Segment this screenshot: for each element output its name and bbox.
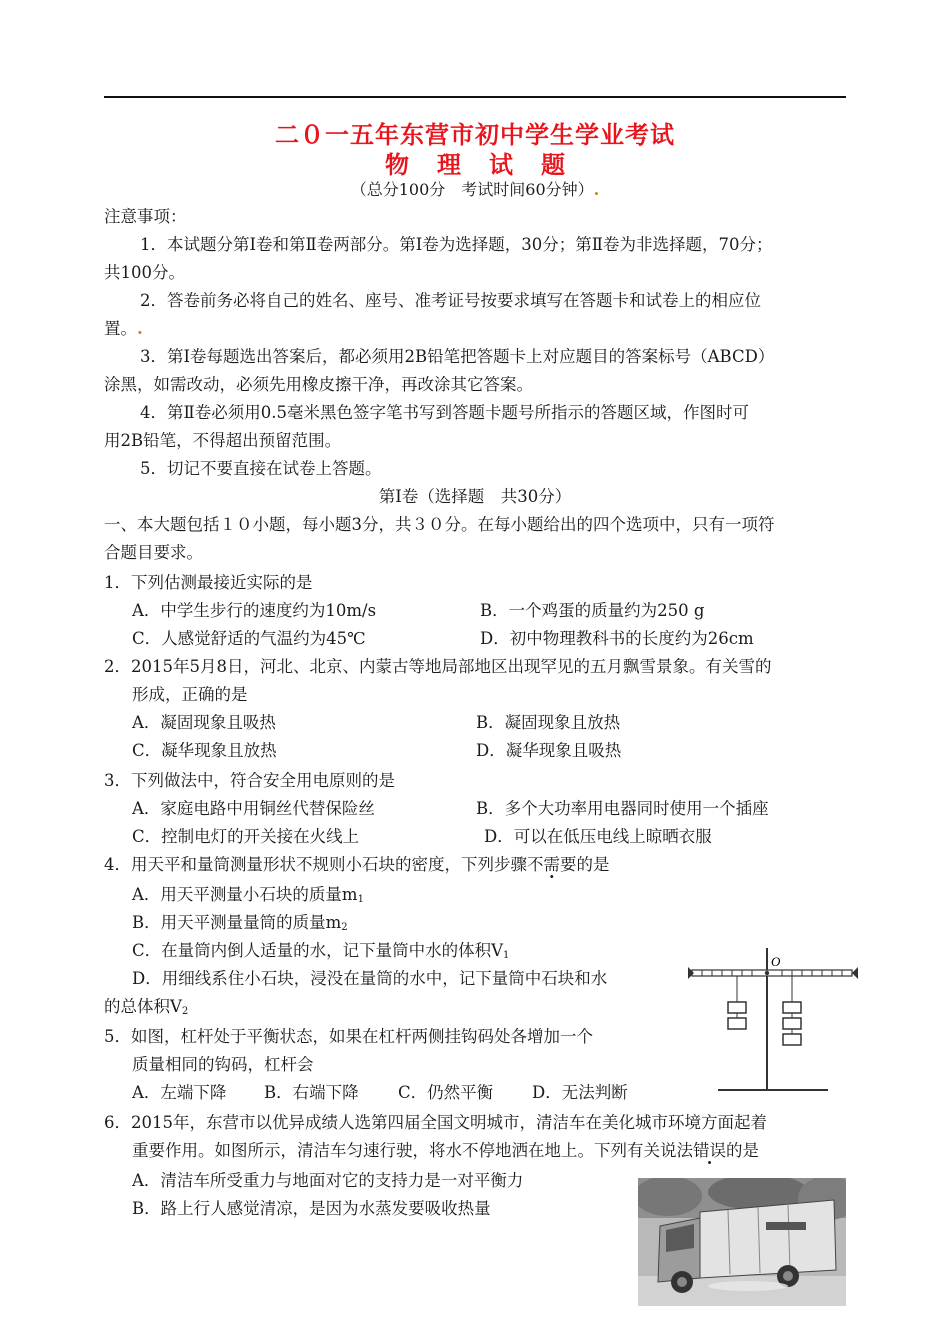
q4-option-a bbox=[132, 884, 364, 911]
q6-stem-cont bbox=[132, 1140, 759, 1162]
q4-stem-end: 的是 bbox=[576, 855, 610, 874]
q1-option-a: A．中学生步行的速度约为10m/s bbox=[132, 601, 377, 620]
notice-item-1: 1．本试题分第Ⅰ卷和第Ⅱ卷两部分。第Ⅰ卷为选择题，30分；第Ⅱ卷为非选择题，70分； bbox=[140, 235, 773, 254]
q4-stem-text: 4．用天平和量筒测量形状不规则小石块的密度，下列步骤 bbox=[104, 855, 527, 874]
dot-mark: . bbox=[593, 180, 600, 199]
section-title: 第Ⅰ卷（选择题 共30分） bbox=[378, 487, 572, 506]
q4-option-a-text: A．用天平测量小石块的质量m bbox=[132, 885, 358, 904]
notice-item-4-cont: 用2B铅笔，不得超出预留范围。 bbox=[104, 431, 342, 450]
q3-option-c: C．控制电灯的开关接在火线上 bbox=[132, 827, 360, 846]
street-sweeper-photo bbox=[638, 1178, 846, 1306]
q2-stem-cont: 形成，正确的是 bbox=[132, 685, 248, 704]
section-intro: 一、本大题包括１０小题，每小题3分，共３０分。在每小题给出的四个选项中，只有一项符 bbox=[104, 515, 775, 534]
subject-char: 题 bbox=[541, 151, 565, 179]
q6-emphasis: 错误 bbox=[693, 1141, 726, 1160]
q4-option-c bbox=[132, 940, 509, 967]
q2-stem: 2．2015年5月8日，河北、北京、内蒙古等地局部地区出现罕见的五月飘雪景象。有关雪的 bbox=[104, 657, 772, 676]
q5-option-d: D．无法判断 bbox=[532, 1083, 628, 1102]
pivot-label: O bbox=[771, 954, 781, 969]
subject-char: 试 bbox=[489, 151, 513, 179]
lever-nut-left bbox=[688, 967, 694, 979]
right-weight-1 bbox=[783, 1002, 801, 1013]
lever-beam bbox=[692, 970, 852, 976]
q4-option-b-text: B．用天平测量量筒的质量m bbox=[132, 913, 342, 932]
subscript: 1 bbox=[503, 950, 510, 961]
right-weight-2 bbox=[783, 1018, 801, 1029]
notice-item-3-cont: 涂黑，如需改动，必须先用橡皮擦干净，再改涂其它答案。 bbox=[104, 375, 533, 394]
q6-option-a: A．清洁车所受重力与地面对它的支持力是一对平衡力 bbox=[132, 1171, 524, 1190]
top-divider bbox=[104, 96, 846, 98]
q5-option-c: C．仍然平衡 bbox=[398, 1083, 494, 1102]
q5-stem-cont: 质量相同的钩码，杠杆会 bbox=[132, 1055, 314, 1074]
lever-figure bbox=[688, 940, 858, 1100]
q1-option-c: C．人感觉舒适的气温约为45℃ bbox=[132, 629, 366, 648]
q6-stem: 6．2015年，东营市以优异成绩人选第四届全国文明城市，清洁车在美化城市环境方面起着 bbox=[104, 1113, 767, 1132]
truck-tank bbox=[700, 1200, 836, 1278]
subject-char: 物 bbox=[385, 151, 409, 179]
q2-option-b: B．凝固现象且放热 bbox=[476, 713, 621, 732]
exam-info-text: （总分100分 考试时间60分钟） bbox=[350, 180, 594, 199]
notice-item-3: 3．第Ⅰ卷每题选出答案后，都必须用2B铅笔把答题卡上对应题目的答案标号（ABCD） bbox=[140, 347, 775, 366]
q4-emphasis: 不需要 bbox=[527, 855, 577, 874]
q4-option-d: D．用细线系住小石块，浸没在量筒的水中，记下量筒中石块和水 bbox=[132, 969, 608, 988]
subject-title bbox=[0, 145, 950, 180]
q3-stem: 3．下列做法中，符合安全用电原则的是 bbox=[104, 771, 395, 790]
subject-char: 理 bbox=[437, 151, 461, 179]
q4-option-d-cont-text: 的总体积V bbox=[104, 997, 182, 1016]
q5-stem: 5．如图，杠杆处于平衡状态，如果在杠杆两侧挂钩码处各增加一个 bbox=[104, 1027, 593, 1046]
section-intro-cont: 合题目要求。 bbox=[104, 543, 203, 562]
notice-item-2-cont bbox=[104, 318, 143, 340]
notice-item-4: 4．第Ⅱ卷必须用0.5毫米黑色签字笔书写到答题卡题号所指示的答题区域，作图时可 bbox=[140, 403, 749, 422]
notice-item-1-cont: 共100分。 bbox=[104, 263, 185, 282]
q1-stem: 1．下列估测最接近实际的是 bbox=[104, 573, 313, 592]
q4-option-c-text: C．在量筒内倒人适量的水，记下量筒中水的体积V bbox=[132, 941, 504, 960]
q6-stem-end: 的是 bbox=[726, 1141, 759, 1160]
exam-info bbox=[0, 177, 950, 200]
q2-option-a: A．凝固现象且吸热 bbox=[132, 713, 276, 732]
q1-option-d: D．初中物理教科书的长度约为26cm bbox=[480, 629, 754, 648]
subscript: 2 bbox=[181, 1006, 189, 1017]
q1-option-b: B．一个鸡蛋的质量约为250 g bbox=[480, 601, 705, 620]
lever-nut-right bbox=[852, 967, 858, 979]
notice-item-2-cont-text: 置。 bbox=[104, 319, 137, 338]
exam-title: 二０一五年东营市初中学生学业考试 bbox=[275, 121, 675, 149]
q5-option-a: A．左端下降 bbox=[132, 1083, 227, 1102]
subscript: 2 bbox=[341, 922, 348, 933]
subscript: 1 bbox=[357, 894, 364, 905]
q3-option-d: D．可以在低压电线上晾晒衣服 bbox=[484, 827, 712, 846]
q3-option-a: A．家庭电路中用铜丝代替保险丝 bbox=[132, 799, 375, 818]
truck-logo bbox=[766, 1222, 806, 1230]
notice-item-2: 2．答卷前务必将自己的姓名、座号、准考证号按要求填写在答题卡和试卷上的相应位 bbox=[140, 291, 761, 310]
q6-option-b: B．路上行人感觉清凉，是因为水蒸发要吸收热量 bbox=[132, 1199, 491, 1218]
q3-option-b: B．多个大功率用电器同时使用一个插座 bbox=[476, 799, 769, 818]
right-weight-3 bbox=[783, 1034, 801, 1045]
q4-option-d-cont bbox=[104, 996, 188, 1023]
q4-stem bbox=[104, 854, 610, 876]
q6-stem-text: 重要作用。如图所示，清洁车匀速行驶，将水不停地洒在地上。下列有关说法 bbox=[132, 1141, 693, 1160]
lever-pivot bbox=[765, 971, 769, 975]
dot-mark: . bbox=[137, 319, 143, 338]
q2-option-d: D．凝华现象且吸热 bbox=[476, 741, 622, 760]
q5-option-b: B．右端下降 bbox=[264, 1083, 359, 1102]
notice-item-5: 5．切记不要直接在试卷上答题。 bbox=[140, 459, 382, 478]
left-weight-1 bbox=[728, 1002, 746, 1013]
water-spray bbox=[708, 1281, 788, 1291]
left-weight-2 bbox=[728, 1018, 746, 1029]
notice-heading: 注意事项： bbox=[104, 207, 187, 226]
q4-option-b bbox=[132, 912, 348, 939]
q2-option-c: C．凝华现象且放热 bbox=[132, 741, 277, 760]
